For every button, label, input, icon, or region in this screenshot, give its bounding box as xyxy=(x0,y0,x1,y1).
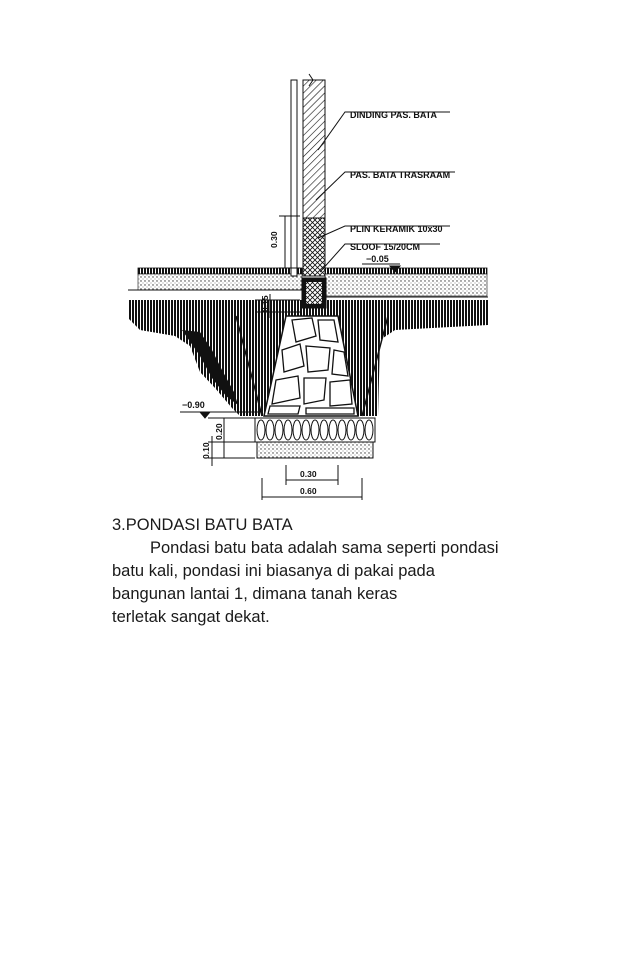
label-sloof: SLOOF 15/20CM xyxy=(350,242,421,252)
dim-width-bottom: 0.60 xyxy=(300,486,317,496)
dim-trasraam: 0.30 xyxy=(269,231,279,248)
paragraph-line: batu kali, pondasi ini biasanya di pakai pada xyxy=(112,562,435,580)
dim-ten: 0.10 xyxy=(201,442,211,459)
label-plint: PLIN KERAMIK 10x30 xyxy=(350,224,443,234)
label-level-bottom: −0.90 xyxy=(182,400,205,410)
dim-width-top: 0.30 xyxy=(300,469,317,479)
dim-small: 0.15 xyxy=(260,295,270,312)
paragraph-line: terletak sangat dekat. xyxy=(112,608,270,626)
paragraph-line: Pondasi batu bata adalah sama seperti pondasi xyxy=(150,539,499,557)
section-heading: 3.PONDASI BATU BATA xyxy=(112,516,293,534)
label-trasraam: PAS. BATA TRASRAAM xyxy=(350,170,451,180)
brick-wall xyxy=(291,74,325,276)
paragraph-line: bangunan lantai 1, dimana tanah keras xyxy=(112,585,398,603)
label-level-floor: −0.05 xyxy=(366,254,389,264)
section-text xyxy=(112,514,582,629)
aanstamping-stones xyxy=(255,418,375,458)
label-wall: DINDING PAS. BATA xyxy=(350,110,437,120)
dim-twenty: 0.20 xyxy=(214,423,224,440)
